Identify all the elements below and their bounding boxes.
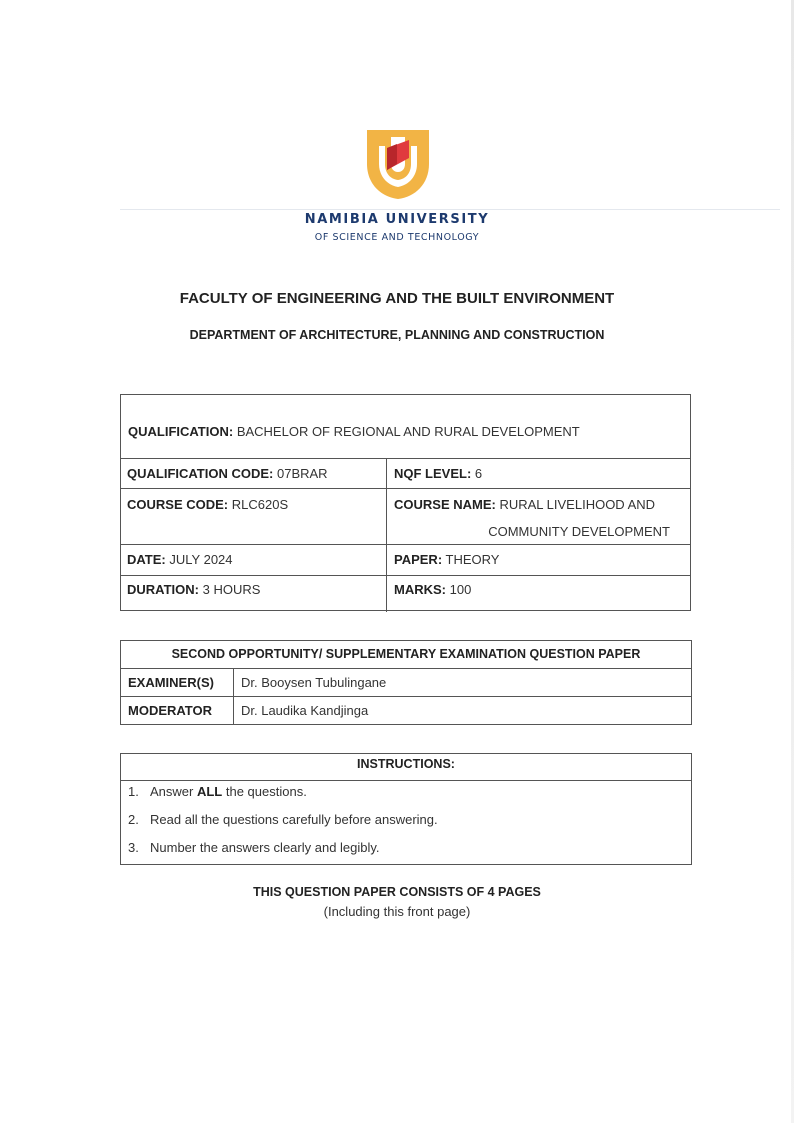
instruction-text: Number the answers clearly and legibly. bbox=[150, 840, 380, 855]
nqf-level-cell bbox=[387, 459, 692, 489]
list-number: 3. bbox=[128, 840, 139, 855]
department-title: DEPARTMENT OF ARCHITECTURE, PLANNING AND CONSTRUCTION bbox=[189, 328, 605, 342]
list-item bbox=[128, 784, 307, 799]
qualification-table bbox=[120, 458, 691, 612]
duration-cell bbox=[120, 576, 387, 612]
table-row bbox=[121, 669, 692, 697]
table-row bbox=[121, 641, 692, 669]
duration-label: DURATION: bbox=[127, 582, 199, 597]
paper-cell bbox=[387, 545, 692, 576]
date-label: DATE: bbox=[127, 552, 166, 567]
qualification-code-value: 07BRAR bbox=[276, 466, 328, 481]
date-cell bbox=[120, 545, 387, 576]
faculty-title: FACULTY OF ENGINEERING AND THE BUILT ENVIRONMENT bbox=[179, 290, 615, 307]
examiner-label: EXAMINER(S) bbox=[121, 669, 234, 697]
qualification-code-cell bbox=[120, 459, 387, 489]
table-row bbox=[120, 489, 691, 545]
qualification-code-label: QUALIFICATION CODE: bbox=[127, 466, 274, 481]
qualification-label: QUALIFICATION: bbox=[128, 424, 234, 439]
course-code-value: RLC620S bbox=[231, 497, 289, 512]
list-number: 1. bbox=[128, 784, 139, 799]
instructions-title: INSTRUCTIONS: bbox=[121, 754, 691, 781]
university-logo-icon bbox=[363, 124, 433, 200]
examination-heading: SECOND OPPORTUNITY/ SUPPLEMENTARY EXAMINATION QUESTION PAPER bbox=[121, 641, 692, 669]
marks-value: 100 bbox=[449, 582, 472, 597]
list-item bbox=[128, 840, 380, 855]
table-row bbox=[121, 697, 692, 725]
instruction-emphasis: ALL bbox=[196, 784, 223, 799]
course-code-label: COURSE CODE: bbox=[127, 497, 229, 512]
instruction-text: the questions. bbox=[222, 784, 307, 799]
marks-label: MARKS: bbox=[394, 582, 446, 597]
instructions-box bbox=[120, 753, 692, 865]
instruction-text: Answer bbox=[150, 784, 197, 799]
university-subtitle: OF SCIENCE AND TECHNOLOGY bbox=[314, 232, 480, 243]
university-name: NAMIBIA UNIVERSITY bbox=[304, 212, 490, 227]
table-row bbox=[120, 576, 691, 612]
table-row bbox=[120, 459, 691, 489]
qualification-line bbox=[128, 424, 580, 439]
course-name-label: COURSE NAME: bbox=[394, 497, 496, 512]
scan-artifact-line bbox=[120, 209, 780, 210]
table-row bbox=[120, 545, 691, 576]
course-name-cell bbox=[387, 489, 692, 545]
qualification-value: BACHELOR OF REGIONAL AND RURAL DEVELOPMENT bbox=[236, 424, 580, 439]
date-value: JULY 2024 bbox=[169, 552, 233, 567]
course-name-value: RURAL LIVELIHOOD AND bbox=[499, 497, 656, 512]
paper-value: THEORY bbox=[445, 552, 500, 567]
list-number: 2. bbox=[128, 812, 139, 827]
instruction-text: Read all the questions carefully before answering. bbox=[150, 812, 438, 827]
moderator-value: Dr. Laudika Kandjinga bbox=[234, 697, 692, 725]
examination-table bbox=[120, 640, 692, 725]
duration-value: 3 HOURS bbox=[202, 582, 261, 597]
paper-label: PAPER: bbox=[394, 552, 443, 567]
marks-cell bbox=[387, 576, 692, 612]
course-name-value-line2: COMMUNITY DEVELOPMENT bbox=[488, 524, 670, 539]
qualification-box bbox=[120, 394, 691, 611]
page-count-notice: THIS QUESTION PAPER CONSISTS OF 4 PAGES bbox=[253, 885, 541, 899]
course-code-cell bbox=[120, 489, 387, 545]
page-count-note: (Including this front page) bbox=[323, 904, 471, 919]
examiner-value: Dr. Booysen Tubulingane bbox=[234, 669, 692, 697]
nqf-level-value: 6 bbox=[474, 466, 483, 481]
nqf-level-label: NQF LEVEL: bbox=[394, 466, 472, 481]
moderator-label: MODERATOR bbox=[121, 697, 234, 725]
list-item bbox=[128, 812, 438, 827]
